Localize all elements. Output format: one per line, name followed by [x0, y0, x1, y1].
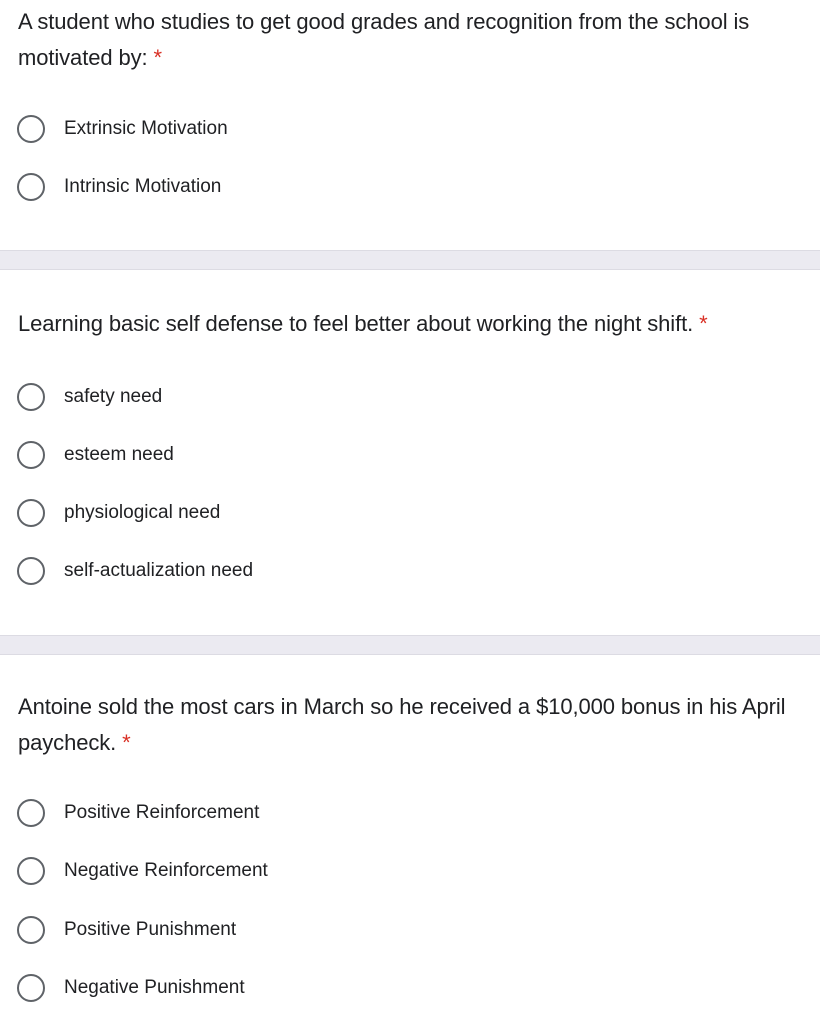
- option-label[interactable]: esteem need: [64, 444, 174, 465]
- required-asterisk: *: [699, 311, 708, 336]
- radio-button[interactable]: [17, 557, 45, 585]
- radio-button[interactable]: [17, 383, 45, 411]
- option-label[interactable]: Positive Punishment: [64, 919, 237, 940]
- radio-option-positive-punishment[interactable]: [17, 915, 236, 945]
- radio-button[interactable]: [17, 799, 45, 827]
- question-card-3: [0, 655, 820, 1024]
- question-text: Learning basic self defense to feel better about working the night shift.: [18, 311, 694, 336]
- radio-button[interactable]: [17, 441, 45, 469]
- radio-button[interactable]: [17, 857, 45, 885]
- question-text: Antoine sold the most cars in March so he received a $10,000 bonus in his April paycheck.: [18, 694, 786, 755]
- question-card-1: [0, 0, 820, 250]
- question-text: A student who studies to get good grades and recognition from the school is motivated by:: [18, 9, 750, 70]
- radio-option-physiological-need[interactable]: [17, 498, 220, 528]
- required-asterisk: *: [153, 45, 163, 70]
- radio-option-positive-reinforcement[interactable]: [17, 798, 259, 828]
- radio-option-intrinsic-motivation[interactable]: [17, 172, 221, 202]
- required-asterisk: *: [122, 730, 131, 755]
- option-label[interactable]: Extrinsic Motivation: [64, 118, 228, 139]
- radio-option-extrinsic-motivation[interactable]: [17, 114, 228, 144]
- radio-button[interactable]: [17, 916, 45, 944]
- option-label[interactable]: self-actualization need: [64, 560, 254, 581]
- question-title: [18, 689, 814, 761]
- radio-button[interactable]: [17, 173, 45, 201]
- option-label[interactable]: Negative Reinforcement: [64, 860, 268, 881]
- section-divider: [0, 250, 820, 270]
- radio-option-self-actualization-need[interactable]: [17, 556, 253, 586]
- radio-button[interactable]: [17, 974, 45, 1002]
- option-label[interactable]: physiological need: [64, 502, 221, 523]
- option-label[interactable]: Positive Reinforcement: [64, 802, 260, 823]
- radio-option-safety-need[interactable]: [17, 382, 162, 412]
- radio-button[interactable]: [17, 115, 45, 143]
- section-divider: [0, 635, 820, 655]
- option-label[interactable]: safety need: [64, 386, 163, 407]
- question-title: [18, 4, 814, 76]
- question-title: [18, 306, 814, 342]
- radio-option-esteem-need[interactable]: [17, 440, 174, 470]
- question-card-2: [0, 270, 820, 635]
- radio-option-negative-reinforcement[interactable]: [17, 856, 268, 886]
- option-label[interactable]: Negative Punishment: [64, 977, 245, 998]
- radio-option-negative-punishment[interactable]: [17, 973, 245, 1003]
- option-label[interactable]: Intrinsic Motivation: [64, 176, 222, 197]
- radio-button[interactable]: [17, 499, 45, 527]
